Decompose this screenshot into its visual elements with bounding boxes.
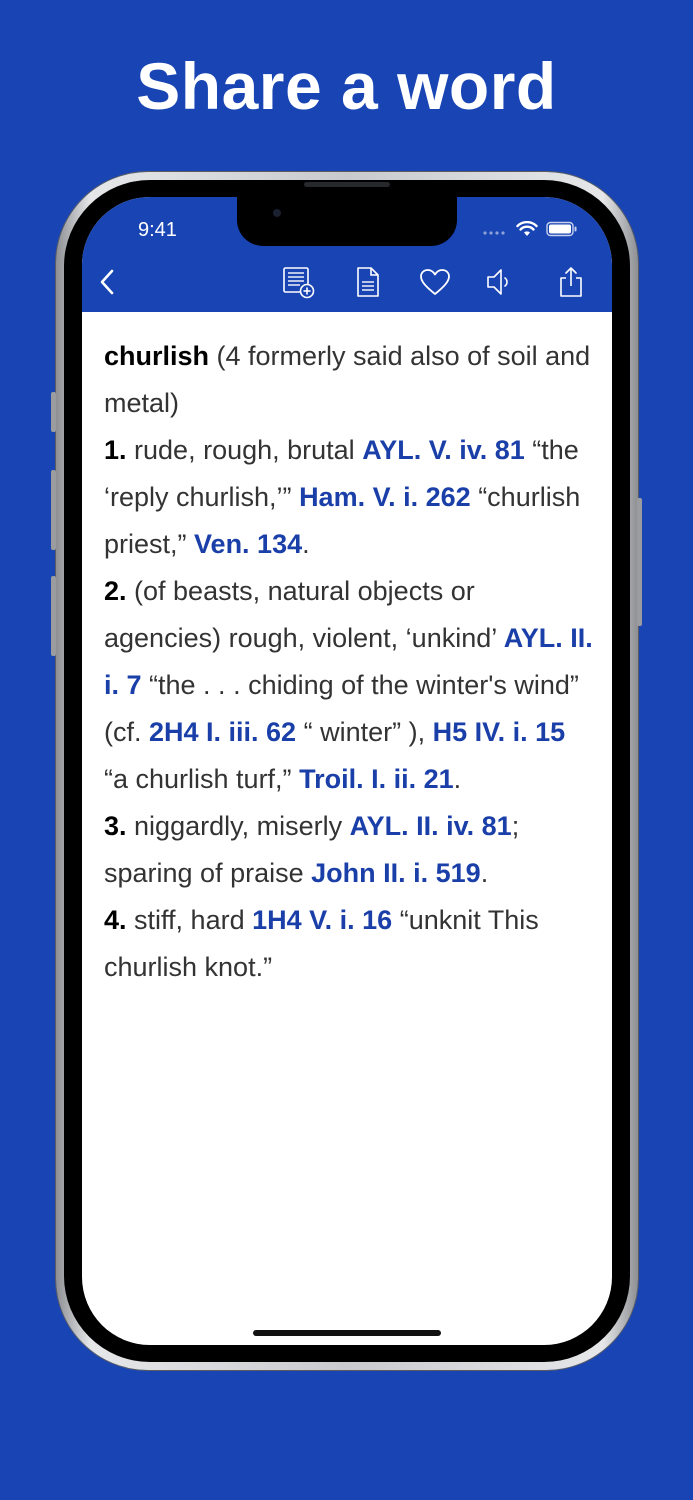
headnote: (4 formerly said also of soil and metal) <box>104 341 591 418</box>
home-indicator[interactable] <box>253 1330 441 1336</box>
sense-item <box>104 568 596 803</box>
dictionary-entry <box>104 333 596 991</box>
entry-header <box>104 333 596 427</box>
senses-list <box>104 427 596 991</box>
headline: Share a word <box>136 49 557 123</box>
reference-link[interactable]: Troil. I. ii. 21 <box>299 764 454 794</box>
sense-text: ; sparing of praise <box>104 811 520 888</box>
speaker-icon <box>485 267 513 302</box>
sense-item <box>104 897 596 991</box>
camera-notch <box>237 197 457 246</box>
sense-text: niggardly, miserly <box>126 811 350 841</box>
status-icons <box>482 221 578 242</box>
phone-speaker <box>304 182 390 187</box>
phone-volume-up <box>51 470 56 550</box>
sense-text: “ winter” ), <box>296 717 433 747</box>
reference-link[interactable]: Ham. V. i. 262 <box>299 482 471 512</box>
reference-link[interactable]: John II. i. 519 <box>311 858 481 888</box>
phone-volume-down <box>51 576 56 656</box>
sense-text: “unknit This churlish knot.” <box>104 905 539 982</box>
pronounce-button[interactable] <box>482 267 516 301</box>
headword: churlish <box>104 341 210 371</box>
reference-link[interactable]: 2H4 I. iii. 62 <box>149 717 297 747</box>
share-button[interactable] <box>554 267 588 301</box>
signal-icon <box>482 223 508 241</box>
sense-text: “the ‘reply churlish,’” <box>104 435 579 512</box>
sense-item <box>104 803 596 897</box>
sense-text: “the . . . chiding of the winter's wind” (cf. <box>104 670 579 747</box>
sense-number: 4. <box>104 905 127 935</box>
sense-item <box>104 427 596 568</box>
sense-number: 1. <box>104 435 127 465</box>
back-button[interactable] <box>90 267 124 301</box>
sense-text: stiff, hard <box>126 905 253 935</box>
navigation-bar <box>82 197 612 312</box>
share-icon <box>558 266 584 303</box>
favorite-button[interactable] <box>418 267 452 301</box>
status-time: 9:41 <box>138 219 177 241</box>
reference-link[interactable]: AYL. II. iv. 81 <box>349 811 512 841</box>
back-chevron-icon <box>99 269 115 300</box>
sense-text: “churlish priest,” <box>104 482 581 559</box>
reference-link[interactable]: 1H4 V. i. 16 <box>252 905 393 935</box>
sense-text: . <box>480 858 489 888</box>
app-screen <box>82 197 612 1345</box>
reference-link[interactable]: AYL. II. i. 7 <box>104 623 593 700</box>
sense-text: rude, rough, brutal <box>126 435 363 465</box>
reference-link[interactable]: Ven. 134 <box>194 529 303 559</box>
sense-text: “a churlish turf,” <box>104 764 300 794</box>
wifi-icon <box>516 221 538 242</box>
sense-text: . <box>453 764 462 794</box>
sense-number: 2. <box>104 576 127 606</box>
add-to-list-button[interactable] <box>282 267 316 301</box>
add-to-list-icon <box>282 265 316 304</box>
sense-number: 3. <box>104 811 127 841</box>
phone-side-button <box>51 392 56 432</box>
phone-power-button <box>637 498 642 626</box>
heart-icon <box>419 268 451 301</box>
reference-link[interactable]: AYL. V. iv. 81 <box>362 435 525 465</box>
reference-link[interactable]: H5 IV. i. 15 <box>432 717 566 747</box>
document-button[interactable] <box>351 267 385 301</box>
sense-text: (of beasts, natural objects or agencies) rough, violent, ‘unkind’ <box>104 576 504 653</box>
document-icon <box>355 266 381 303</box>
battery-icon <box>546 221 578 242</box>
sense-text: . <box>302 529 310 559</box>
